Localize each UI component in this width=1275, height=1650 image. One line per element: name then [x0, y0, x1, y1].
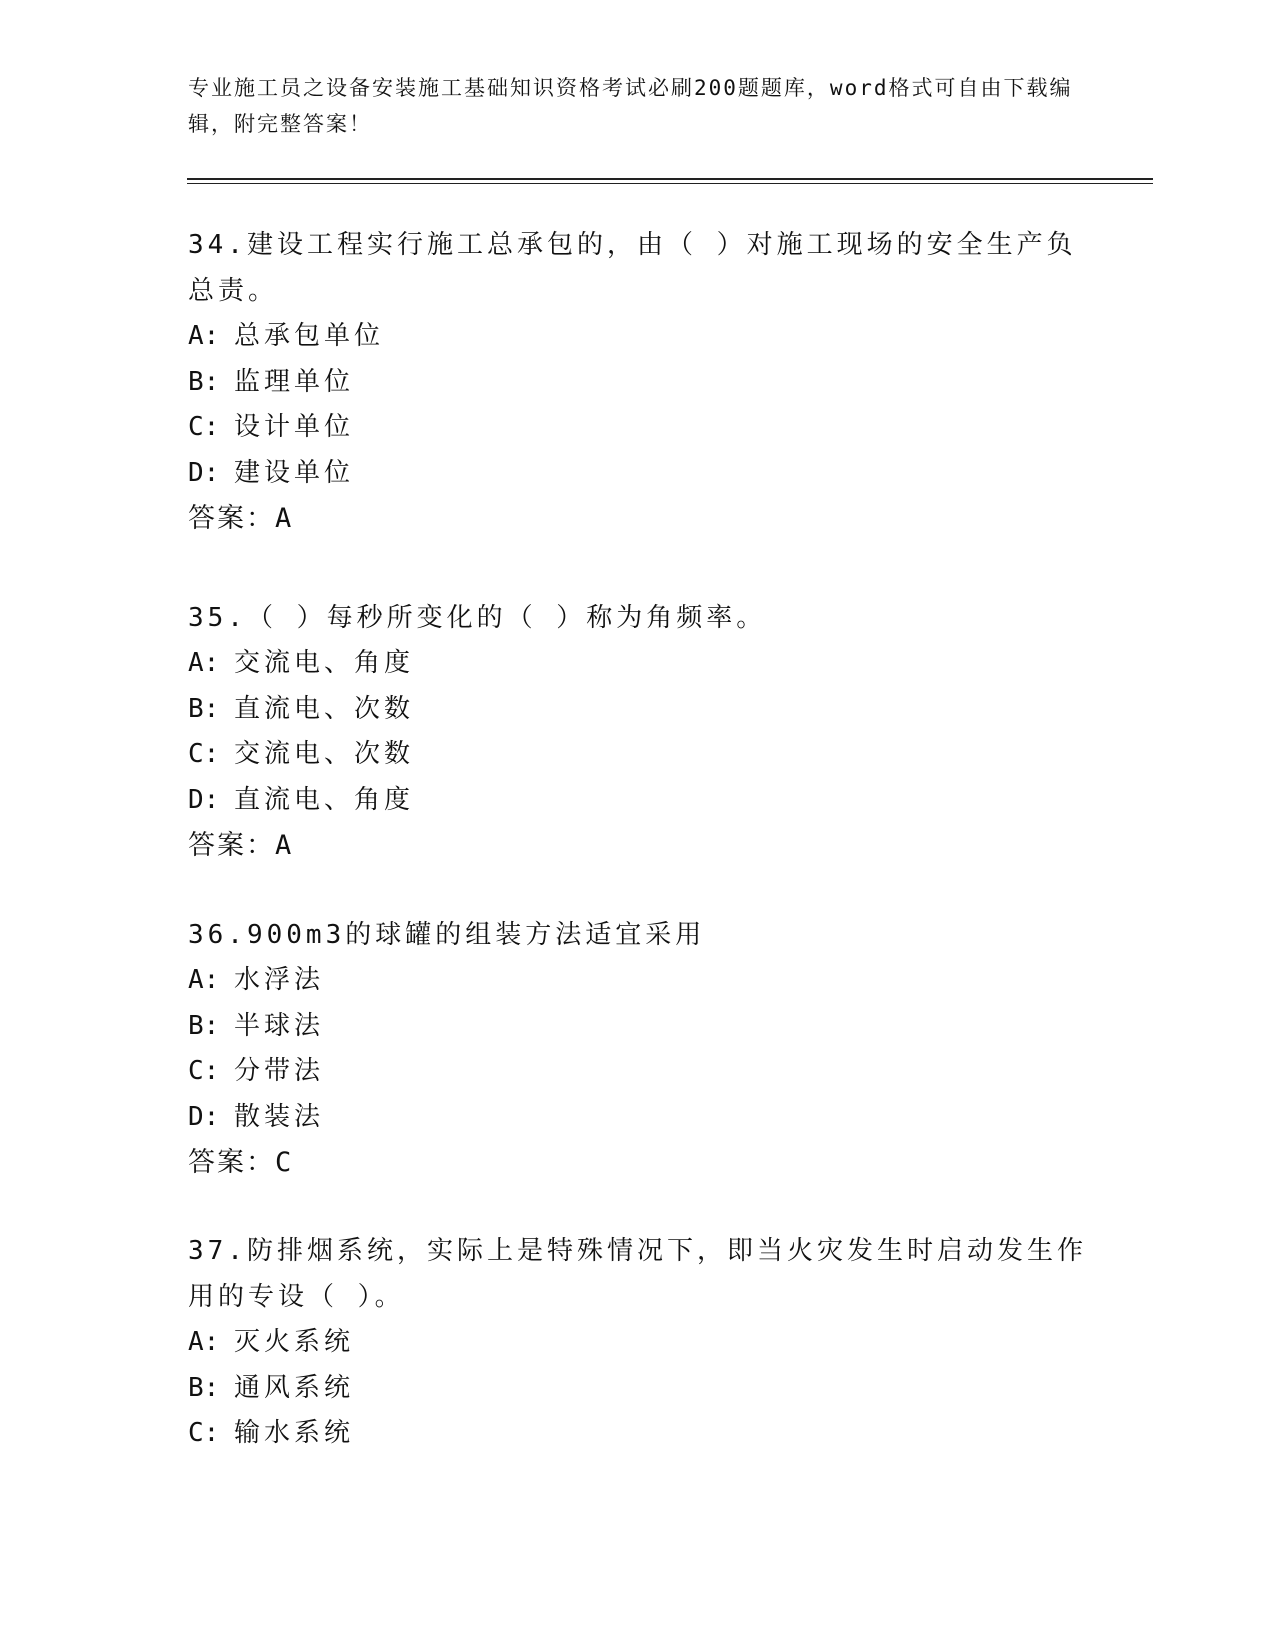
- option-text: 直流电、角度: [234, 784, 415, 815]
- answer-label: 答案：A: [188, 830, 294, 861]
- option-b: [188, 687, 1088, 733]
- option-text: 总承包单位: [234, 321, 385, 351]
- question-37: [188, 1228, 1088, 1457]
- option-key: B:: [188, 1010, 220, 1041]
- option-text: 水浮法: [234, 965, 325, 995]
- option-c: [188, 405, 1088, 451]
- option-a: [188, 641, 1088, 687]
- answer-label: 答案：A: [188, 503, 294, 534]
- header-divider: [187, 178, 1153, 180]
- option-key: B:: [188, 366, 220, 397]
- option-d: [188, 451, 1088, 497]
- option-key: B:: [188, 1372, 220, 1403]
- option-a: [188, 958, 1088, 1004]
- option-key: C:: [188, 1056, 220, 1086]
- option-key: C:: [188, 412, 220, 442]
- option-text: 分带法: [234, 1056, 325, 1086]
- answer-label: 答案：C: [188, 1147, 294, 1178]
- header-divider-thin: [187, 183, 1153, 184]
- option-text: 交流电、角度: [234, 648, 415, 678]
- option-text: 散装法: [234, 1101, 325, 1132]
- option-key: A:: [188, 648, 220, 678]
- option-key: D:: [188, 784, 220, 815]
- option-text: 通风系统: [234, 1372, 355, 1403]
- option-a: [188, 1320, 1088, 1366]
- option-text: 建设单位: [234, 457, 355, 488]
- option-text: 半球法: [234, 1010, 325, 1041]
- document-header: 专业施工员之设备安装施工基础知识资格考试必刷200题题库，word格式可自由下载编辑，附完整答案！: [188, 76, 1073, 136]
- option-key: C:: [188, 739, 220, 769]
- option-text: 直流电、次数: [234, 693, 415, 724]
- option-d: [188, 778, 1088, 824]
- option-key: A:: [188, 965, 220, 995]
- option-b: [188, 1004, 1088, 1050]
- option-a: [188, 314, 1088, 360]
- option-c: [188, 1049, 1088, 1095]
- option-key: A:: [188, 321, 220, 351]
- option-c: [188, 732, 1088, 778]
- question-stem: 37.防排烟系统，实际上是特殊情况下，即当火灾发生时启动发生作用的专设（ ）。: [188, 1236, 1087, 1312]
- option-text: 监理单位: [234, 366, 355, 397]
- option-key: D:: [188, 1101, 220, 1132]
- option-c: [188, 1411, 1088, 1457]
- option-text: 输水系统: [234, 1418, 355, 1448]
- option-key: A:: [188, 1327, 220, 1357]
- option-text: 灭火系统: [234, 1327, 355, 1357]
- question-stem: 34.建设工程实行施工总承包的，由（ ）对施工现场的安全生产负总责。: [188, 230, 1077, 306]
- question-36: [188, 912, 1088, 1186]
- option-b: [188, 360, 1088, 406]
- question-stem: 36.900m3的球罐的组装方法适宜采用: [188, 920, 706, 950]
- option-b: [188, 1366, 1088, 1412]
- question-35: [188, 595, 1088, 869]
- option-key: B:: [188, 693, 220, 724]
- question-34: [188, 222, 1088, 542]
- question-stem: 35.（ ）每秒所变化的（ ）称为角频率。: [188, 603, 767, 633]
- option-text: 设计单位: [234, 412, 355, 442]
- option-text: 交流电、次数: [234, 739, 415, 769]
- option-key: D:: [188, 457, 220, 488]
- option-d: [188, 1095, 1088, 1141]
- option-key: C:: [188, 1418, 220, 1448]
